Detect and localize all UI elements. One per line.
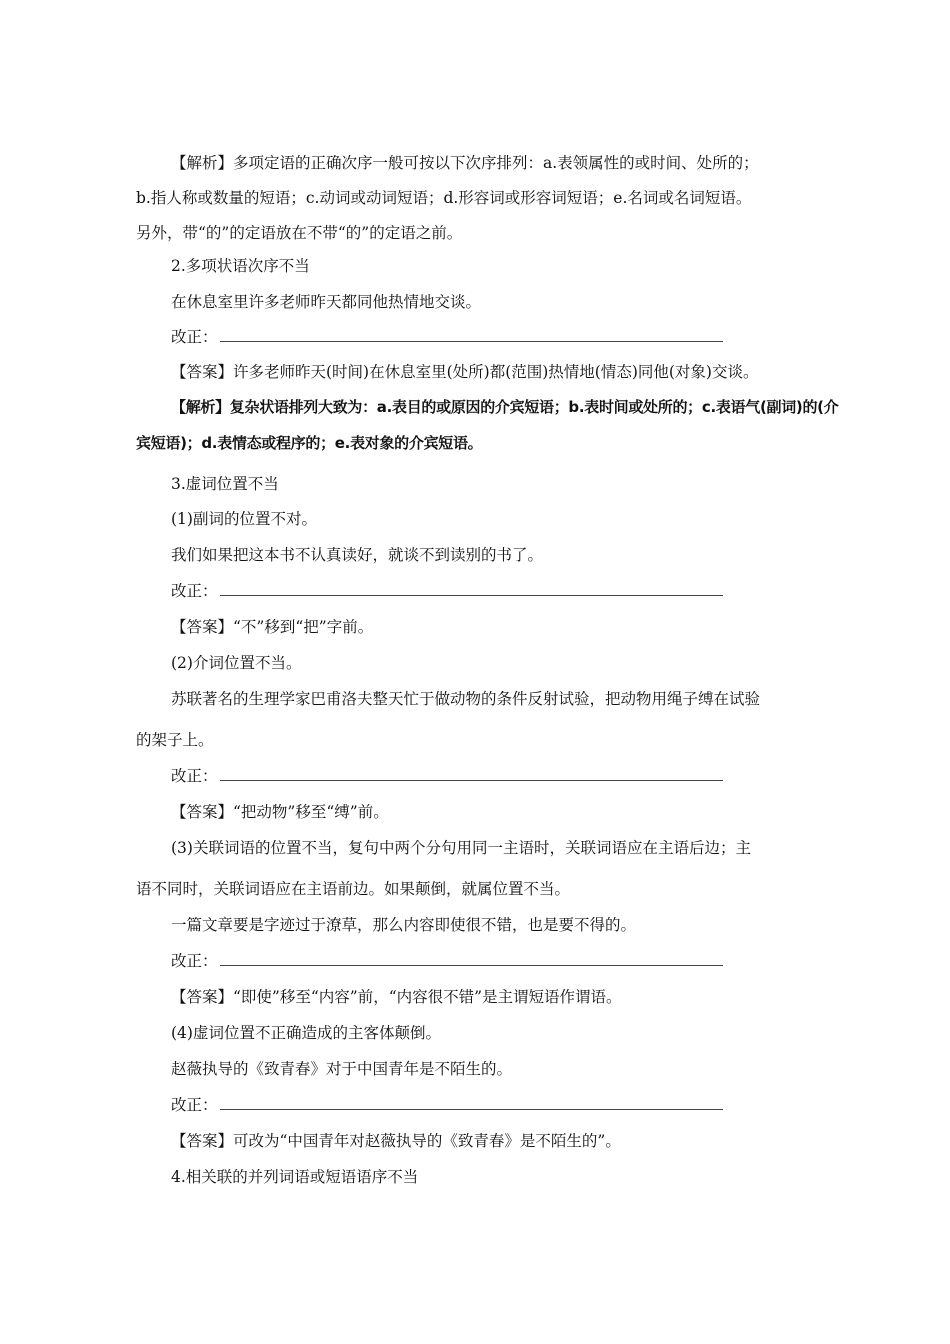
section-heading-2: 2.多项状语次序不当	[171, 257, 310, 275]
subsection-3-1-title: (1)副词的位置不对。	[171, 510, 317, 528]
answer-3-2: 【答案】“把动物”移至“缚”前。	[171, 803, 389, 821]
correction-field-3-2[interactable]	[171, 765, 723, 787]
correction-label: 改正：	[171, 328, 218, 346]
answer-blank-line	[220, 1095, 723, 1110]
subsection-3-3-title-line-2: 语不同时，关联词语应在主语前边。如果颠倒，就属位置不当。	[136, 880, 571, 898]
example-sentence-3-2-line-2: 的架子上。	[136, 731, 214, 749]
example-sentence-3-4: 赵薇执导的《致青春》对于中国青年是不陌生的。	[171, 1060, 513, 1078]
correction-field-2[interactable]	[171, 326, 723, 348]
analysis-2-line-2: 宾短语)；d.表情态或程序的；e.表对象的介宾短语。	[136, 434, 483, 452]
correction-field-3-3[interactable]	[171, 950, 723, 972]
subsection-3-4-title: (4)虚词位置不正确造成的主客体颠倒。	[171, 1024, 441, 1042]
answer-3-1: 【答案】“不”移到“把”字前。	[171, 618, 374, 636]
analysis-paragraph-line-1: 【解析】多项定语的正确次序一般可按以下次序排列：a.表领属性的或时间、处所的；	[171, 154, 759, 172]
correction-label: 改正：	[171, 767, 218, 785]
correction-field-3-1[interactable]	[171, 580, 723, 602]
answer-blank-line	[220, 951, 723, 966]
section-heading-4: 4.相关联的并列词语或短语语序不当	[171, 1168, 419, 1186]
correction-label: 改正：	[171, 1096, 218, 1114]
correction-label: 改正：	[171, 582, 218, 600]
example-sentence-3-2-line-1: 苏联著名的生理学家巴甫洛夫整天忙于做动物的条件反射试验，把动物用绳子缚在试验	[171, 690, 761, 708]
example-sentence-3-3: 一篇文章要是字迹过于潦草，那么内容即使很不错，也是要不得的。	[171, 916, 637, 934]
answer-3-4: 【答案】可改为“中国青年对赵薇执导的《致青春》是不陌生的”。	[171, 1132, 621, 1150]
analysis-2-line-1: 【解析】复杂状语排列大致为：a.表目的或原因的介宾短语；b.表时间或处所的；c.表语气(副词)的(介	[171, 398, 839, 416]
section-heading-3: 3.虚词位置不当	[171, 475, 279, 493]
analysis-paragraph-line-3: 另外，带“的”的定语放在不带“的”的定语之前。	[136, 224, 463, 242]
correction-label: 改正：	[171, 952, 218, 970]
subsection-3-3-title-line-1: (3)关联词语的位置不当，复句中两个分句用同一主语时，关联词语应在主语后边；主	[171, 839, 751, 857]
analysis-paragraph-line-2: b.指人称或数量的短语；c.动词或动词短语；d.形容词或形容词短语；e.名词或名词短语。	[136, 189, 752, 207]
subsection-3-2-title: (2)介词位置不当。	[171, 654, 302, 672]
example-sentence-3-1: 我们如果把这本书不认真读好，就谈不到读别的书了。	[171, 546, 544, 564]
answer-2: 【答案】许多老师昨天(时间)在休息室里(处所)都(范围)热情地(情态)同他(对象)交谈。	[171, 363, 759, 381]
answer-blank-line	[220, 766, 723, 781]
example-sentence-2: 在休息室里许多老师昨天都同他热情地交谈。	[171, 293, 482, 311]
answer-blank-line	[220, 581, 723, 596]
answer-3-3: 【答案】“即使”移至“内容”前，“内容很不错”是主谓短语作谓语。	[171, 988, 622, 1006]
answer-blank-line	[220, 327, 723, 342]
correction-field-3-4[interactable]	[171, 1094, 723, 1116]
